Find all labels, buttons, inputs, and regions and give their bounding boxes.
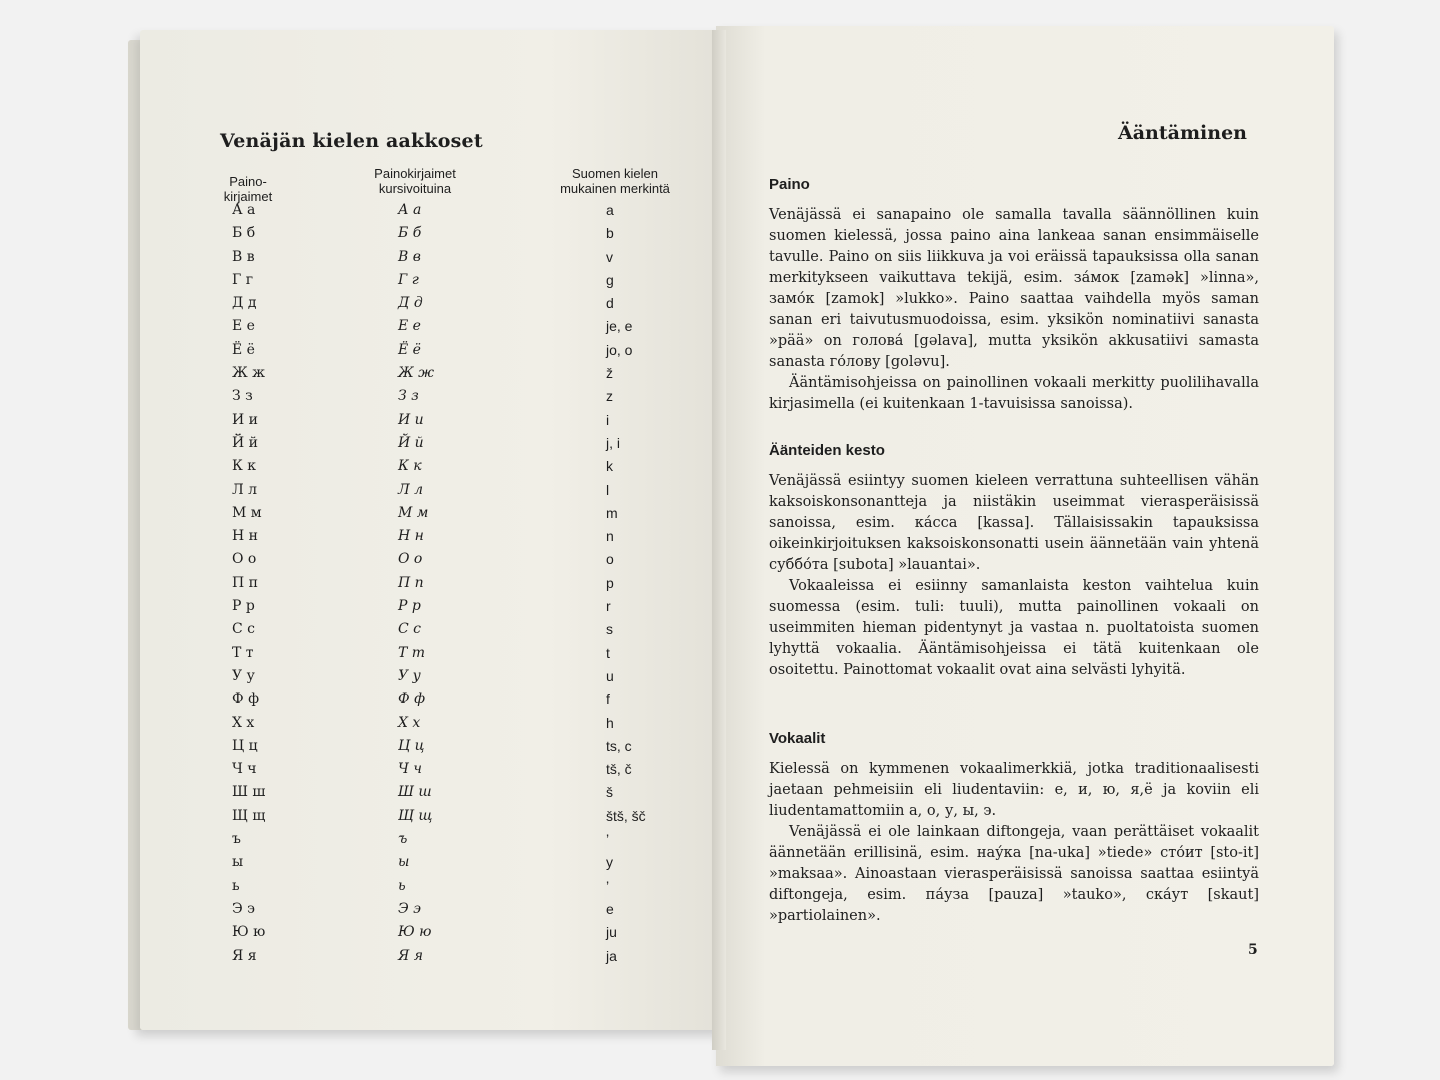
cursive-letter: Д д (398, 295, 423, 312)
cursive-letter: О о (398, 551, 423, 568)
alphabet-row (226, 715, 686, 738)
alphabet-row (226, 318, 686, 341)
alphabet-row (226, 435, 686, 458)
alphabet-title: Venäjän kielen aakkoset (220, 130, 483, 152)
print-letter: О о (232, 551, 257, 568)
page-number: 5 (1248, 942, 1258, 958)
alphabet-row (226, 784, 686, 807)
alphabet-row (226, 365, 686, 388)
finnish-transliteration: o (606, 551, 614, 568)
finnish-transliteration: p (606, 574, 614, 591)
print-letter: Ж ж (232, 365, 266, 382)
alphabet-row (226, 412, 686, 435)
cursive-letter: Ц ц (398, 737, 425, 754)
alphabet-row (226, 738, 686, 761)
alphabet-row (226, 901, 686, 924)
print-letter: А а (232, 202, 256, 218)
page-header: Ääntäminen (1118, 122, 1247, 144)
paragraph: Vokaaleissa ei esiinny samanlaista keston vaihtelua kuin suomessa (esim. tuli: tuuli), mutta painollinen vokaali on useimmiten hieman pidentynyt ja vastaa n. puoltatoista suomen lyhyttä vokaalia. Ääntämisohjeissa ei tätä kuitenkaan ole osoitettu. Painottomat vokaalit ovat aina selvästi lyhyitä. (769, 578, 1259, 678)
finnish-transliteration: l (606, 481, 610, 498)
cursive-letter: Н н (398, 528, 424, 545)
cursive-letter: Ё ё (398, 341, 421, 358)
print-letter: Й й (232, 434, 258, 451)
alphabet-row (226, 924, 686, 947)
finnish-transliteration: r (606, 598, 611, 615)
alphabet-row (226, 202, 686, 225)
print-letter: В в (232, 248, 255, 265)
finnish-transliteration: d (606, 295, 614, 312)
paragraph: Venäjässä ei sanapaino ole samalla tavalla säännöllinen kuin suomen kielessä, jossa paino aina lankeaa sanan ensimmäiselle tavulle. Paino on siis liikkuva ja voi eräissä tapauksissa olla sanan merkitykseen vaikuttava tekijä, esim. за́мок [zamək] »linna», замо́к [zamok] »lukko». Paino saattaa vaihdella myös saman sanan eri taivutusmuodoissa, esim. yksikön nominatiivi sanasta »pää» on голова́ [gəlava], mutta yksikön akkusatiivi samasta sanasta го́лову [goləvu]. (769, 207, 1259, 370)
alphabet-row (226, 388, 686, 411)
cursive-letter: Я я (398, 947, 424, 964)
alphabet-row (226, 761, 686, 784)
print-letter: Р р (232, 598, 255, 615)
print-letter: С с (232, 621, 256, 638)
paragraph: Venäjässä esiintyy suomen kieleen verrattuna suhteellisen vähän kaksoiskonsonantteja ja niistäkin useimmat vierasperäisissä sanoissa, esim. ка́сса [kassa]. Tällaisissakin tapauksissa oikeinkirjoituksen kaksoiskonsonatti usein äännetään vain yhtenä суббо́та [subota] »lauantai». (769, 473, 1259, 573)
finnish-transliteration: m (606, 504, 618, 521)
print-letter: Х х (232, 714, 255, 731)
finnish-transliteration: h (606, 714, 614, 731)
cursive-letter: Й й (398, 434, 424, 451)
alphabet-row (226, 249, 686, 272)
print-letter: Э э (232, 900, 256, 917)
finnish-transliteration: štš, šč (606, 807, 646, 824)
finnish-transliteration: u (606, 667, 614, 684)
print-letter: ы (232, 854, 244, 871)
print-letter: Д д (232, 295, 257, 312)
print-letter: К к (232, 458, 257, 475)
alphabet-row (226, 272, 686, 295)
cursive-letter: П п (398, 574, 424, 591)
paragraph: Kielessä on kymmenen vokaalimerkkiä, jotka traditionaalisesti jaetaan pehmeisiin eli liudentaviin: е, и, ю, я,ё ja koviin eli liudentamattomiin а, о, у, ы, э. (769, 761, 1259, 819)
alphabet-row (226, 458, 686, 481)
section-vokaalit (769, 728, 1259, 927)
alphabet-row (226, 598, 686, 621)
alphabet-row (226, 551, 686, 574)
column-header-print: Paino- kirjaimet (223, 174, 273, 204)
finnish-transliteration: ž (606, 365, 613, 382)
section-paino (769, 174, 1259, 415)
finnish-transliteration: f (606, 691, 610, 708)
finnish-transliteration: ja (606, 947, 617, 964)
alphabet-row (226, 645, 686, 668)
print-letter: Ф ф (232, 691, 260, 708)
alphabet-row (226, 831, 686, 854)
cursive-letter: Ю ю (398, 924, 432, 941)
print-letter: Ш ш (232, 784, 266, 801)
finnish-transliteration: ju (606, 924, 617, 941)
finnish-transliteration: k (606, 458, 613, 475)
print-letter: Ч ч (232, 761, 257, 778)
alphabet-row (226, 691, 686, 714)
cursive-letter: Р р (398, 598, 421, 615)
alphabet-row (226, 482, 686, 505)
book-gutter (712, 30, 726, 1050)
cursive-letter: Э э (398, 900, 422, 917)
cursive-letter: Ф ф (398, 691, 426, 708)
finnish-transliteration: i (606, 411, 610, 428)
cursive-letter: В в (398, 248, 421, 265)
finnish-transliteration: t (606, 644, 610, 661)
finnish-transliteration: v (606, 248, 613, 265)
cursive-letter: Л л (398, 481, 424, 498)
print-letter: Л л (232, 481, 258, 498)
alphabet-row (226, 854, 686, 877)
cursive-letter: Х х (398, 714, 421, 731)
finnish-transliteration: ts, c (606, 737, 632, 754)
cursive-letter: Ч ч (398, 761, 422, 778)
finnish-transliteration: jo, o (606, 341, 633, 358)
cursive-letter: К к (398, 458, 422, 475)
cursive-letter: Ш ш (398, 784, 432, 801)
cursive-letter: Б б (398, 225, 422, 242)
alphabet-row (226, 621, 686, 644)
print-letter: У у (232, 667, 255, 684)
paragraph: Venäjässä ei ole lainkaan diftongeja, vaan perättäiset vokaalit äännetään erillisinä, esim. нау́ка [na-uka] »tiede» сто́ит [sto-it] »maksaa». Ainoastaan vierasperäisissä sanoissa saattaa esiintyä diftongeja, esim. па́уза [pauza] »tauko», ска́ут [skaut] »partiolainen». (769, 824, 1259, 924)
print-letter: Г г (232, 271, 254, 288)
finnish-transliteration: a (606, 202, 614, 218)
print-letter: Щ щ (232, 807, 266, 824)
cursive-letter: И и (398, 411, 424, 428)
print-letter: Ю ю (232, 924, 266, 941)
print-letter: ъ (232, 831, 241, 848)
finnish-transliteration: š (606, 784, 613, 801)
section-aanteiden-kesto (769, 440, 1259, 681)
column-header-cursive: Painokirjaimet kursivoituina (374, 166, 456, 196)
alphabet-row (226, 225, 686, 248)
cursive-letter: Ж ж (398, 365, 435, 382)
cursive-letter: ы (398, 854, 410, 871)
finnish-transliteration: ’ (606, 831, 610, 848)
print-letter: Ё ё (232, 341, 255, 358)
cursive-letter: ъ (398, 831, 408, 848)
print-letter: П п (232, 574, 258, 591)
cursive-letter: У у (398, 667, 421, 684)
print-letter: Ц ц (232, 737, 258, 754)
finnish-transliteration: j, i (606, 434, 620, 451)
alphabet-row (226, 528, 686, 551)
print-letter: Б б (232, 225, 256, 242)
cursive-letter: Г г (398, 271, 419, 288)
finnish-transliteration: tš, č (606, 761, 632, 778)
finnish-transliteration: je, e (606, 318, 633, 335)
alphabet-row (226, 295, 686, 318)
alphabet-row (226, 808, 686, 831)
print-letter: ь (232, 877, 240, 894)
section-heading: Paino (769, 176, 810, 193)
alphabet-row (226, 668, 686, 691)
alphabet-row (226, 575, 686, 598)
cursive-letter: А а (398, 202, 422, 218)
finnish-transliteration: ’ (606, 877, 610, 894)
print-letter: Н н (232, 528, 258, 545)
alphabet-row (226, 878, 686, 901)
section-heading: Äänteiden kesto (769, 442, 885, 459)
print-letter: Я я (232, 947, 257, 964)
alphabet-row (226, 342, 686, 365)
print-letter: М м (232, 504, 262, 521)
finnish-transliteration: b (606, 225, 614, 242)
cursive-letter: Е е (398, 318, 421, 335)
finnish-transliteration: y (606, 854, 613, 871)
cursive-letter: С с (398, 621, 422, 638)
finnish-transliteration: e (606, 900, 614, 917)
print-letter: З з (232, 388, 253, 405)
cursive-letter: Т т (398, 644, 426, 661)
column-header-finnish: Suomen kielen mukainen merkintä (560, 166, 670, 196)
finnish-transliteration: z (606, 388, 613, 405)
print-letter: Т т (232, 644, 254, 661)
finnish-transliteration: n (606, 528, 614, 545)
alphabet-table (226, 202, 686, 971)
cursive-letter: ь (398, 877, 406, 894)
print-letter: И и (232, 411, 258, 428)
section-heading: Vokaalit (769, 730, 826, 747)
paragraph: Ääntämisohjeissa on painollinen vokaali merkitty puolilihavalla kirjasimella (ei kuitenkaan 1-tavuisissa sanoissa). (769, 375, 1259, 412)
finnish-transliteration: s (606, 621, 613, 638)
alphabet-row (226, 505, 686, 528)
finnish-transliteration: g (606, 271, 614, 288)
cursive-letter: М м (398, 504, 429, 521)
cursive-letter: З з (398, 388, 419, 405)
cursive-letter: Щ щ (398, 807, 433, 824)
alphabet-row (226, 948, 686, 971)
print-letter: Е е (232, 318, 255, 335)
